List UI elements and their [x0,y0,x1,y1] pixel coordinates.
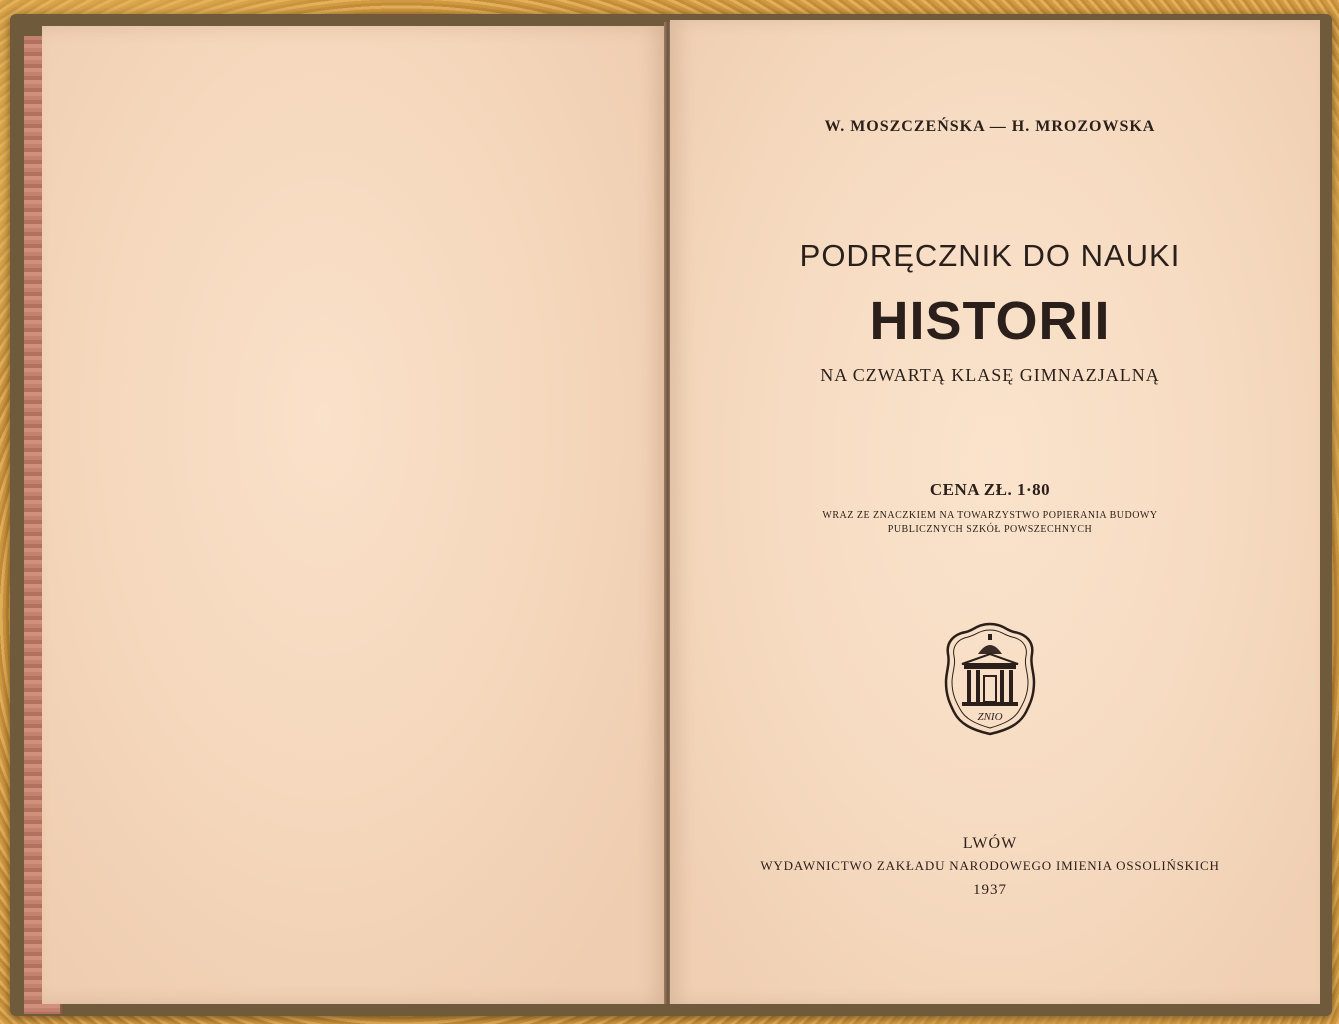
svg-text:ZNIO: ZNIO [977,711,1003,723]
title-page [670,20,1320,1004]
subtitle-top: PODRĘCZNIK DO NAUKI [799,238,1181,273]
price: CENA ZŁ. 1·80 [929,480,1051,499]
authors: W. MOSZCZEŃSKA — H. MROZOWSKA [824,118,1156,135]
subtitle-bottom: NA CZWARTĄ KLASĘ GIMNAZJALNĄ [820,365,1160,385]
publisher: WYDAWNICTWO ZAKŁADU NARODOWEGO IMIENIA OSSOLIŃSKICH [760,858,1220,873]
book-title: HISTORII [869,291,1111,351]
year: 1937 [973,882,1007,898]
city: LWÓW [962,835,1018,852]
price-note-line2: PUBLICZNYCH SZKÓŁ POWSZECHNYCH [887,524,1093,535]
publisher-emblem-icon [942,620,1038,738]
left-page-blank [42,26,666,1004]
price-note-line1: WRAZ ZE ZNACZKIEM NA TOWARZYSTWO POPIERANIA BUDOWY [822,510,1158,521]
